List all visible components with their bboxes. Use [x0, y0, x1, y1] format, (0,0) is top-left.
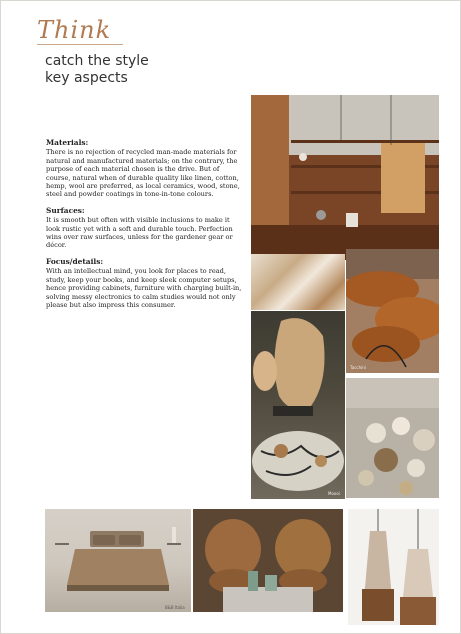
brand-logo: Think [37, 16, 112, 44]
page-subtitle [45, 53, 149, 87]
body-text [46, 139, 243, 317]
bedroom-caption: B&B Italia [165, 605, 185, 610]
armchairs-photo [193, 509, 343, 612]
subtitle-line-2: key aspects [45, 70, 128, 86]
rust-velvet-sofa-photo [346, 249, 439, 373]
focus-heading: Focus/details: [46, 256, 104, 266]
surfaces-heading: Surfaces: [46, 205, 85, 215]
pendant-lamps-photo [348, 509, 439, 625]
surfaces-text: It is smooth but often with visible inclusions to make it look rustic yet with a soft and durable touch. Perfection wins over raw surfaces, unless for the gardener gear or décor. [46, 216, 233, 250]
logo-underline [37, 44, 123, 45]
materials-text: There is no rejection of recycled man-made materials for natural and manufactured materials; on the contrary, the purpose of each material chosen is the drive. But of course, natural when of durable quality like linen, cotton, hemp, wool are preferred, as local ceramics, wood, stone, steel and powder coatings in tone-in-tone colours. [46, 148, 240, 199]
materials-heading: Materials: [46, 138, 89, 147]
ceramics-illustration [346, 378, 439, 498]
paper-lamps-photo [251, 311, 345, 499]
armchairs-illustration [193, 509, 343, 612]
subtitle-line-1: catch the style [45, 53, 149, 69]
lamps-caption: Moooi [328, 491, 340, 496]
pendants-illustration [348, 509, 439, 625]
ceramic-plates-photo [346, 378, 439, 498]
lamps-illustration [251, 311, 345, 499]
kitchen-shelves-photo [251, 95, 439, 260]
focus-text: With an intellectual mind, you look for places to read, study, keep your books, and keep sleek computer setups, hence providing cabinets, furniture with charging built-in, solving messy electronics to calm studies would not only please but also impress this consumer. [46, 267, 242, 309]
bedroom-photo [45, 509, 191, 612]
sofa-caption: Tacchini [350, 365, 366, 370]
marble-slab-photo [251, 254, 345, 310]
sofa-illustration [346, 249, 439, 373]
kitchen-illustration [251, 95, 439, 260]
bedroom-illustration [45, 509, 191, 612]
